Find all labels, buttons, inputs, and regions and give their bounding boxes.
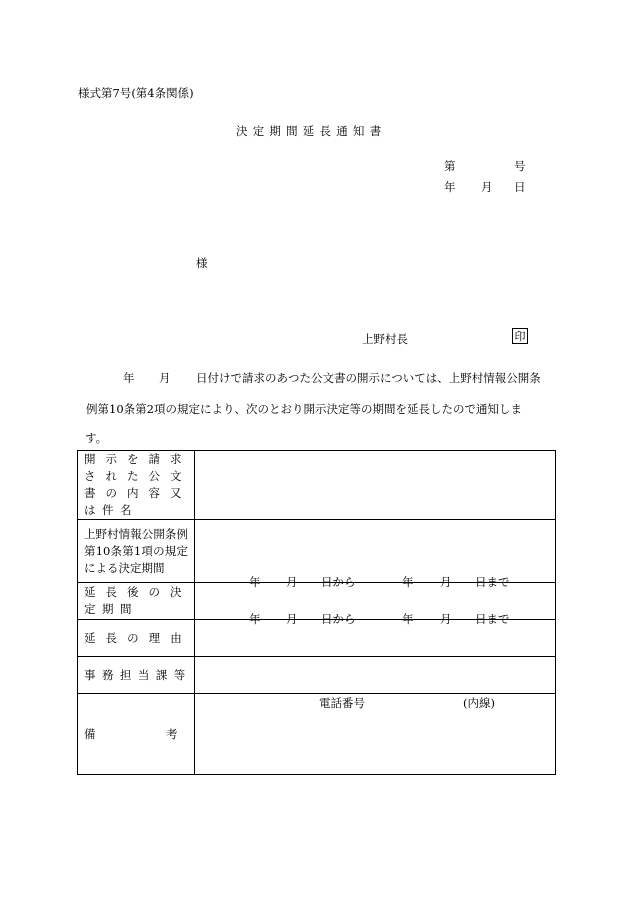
- body-line-1-text: 日付けで請求のあつた公文書の開示については、上野村情報公開条: [196, 371, 541, 385]
- notice-details-table: [77, 450, 556, 775]
- staff-department-label: 事 務 担 当 課 等: [78, 657, 195, 694]
- body-line-2: 例第10条第2項の規定により、次のとおり開示決定等の期間を延長したので通知しま: [86, 402, 522, 416]
- extended-from-day: 日から: [321, 612, 356, 626]
- original-period-label: 上野村情報公開条例第10条第1項の規定による決定期間: [78, 520, 195, 583]
- issue-date-month: 月: [481, 180, 493, 194]
- period-from-month: 月: [286, 575, 298, 589]
- document-title: 決定期間延長通知書: [236, 124, 387, 138]
- table-row-request: [78, 451, 556, 520]
- extended-to-day: 日まで: [475, 612, 510, 626]
- body-line-1: [123, 370, 541, 386]
- body-month: 月: [159, 371, 171, 385]
- extended-to-year: 年: [402, 612, 414, 626]
- table-row-original-period: [78, 520, 556, 583]
- extended-from-year: 年: [249, 612, 261, 626]
- extended-to-month: 月: [440, 612, 452, 626]
- period-to-year: 年: [402, 575, 414, 589]
- extended-from-month: 月: [286, 612, 298, 626]
- period-from-year: 年: [249, 575, 261, 589]
- table-row-staff: [78, 657, 556, 694]
- body-year: 年: [123, 371, 135, 385]
- staff-department-value[interactable]: [195, 657, 556, 710]
- addressee-honorific: 様: [196, 256, 208, 270]
- body-line-3: す。: [85, 431, 108, 445]
- extension-number-label: (内線): [463, 696, 495, 710]
- form-number-label: 様式第7号(第4条関係): [78, 86, 194, 100]
- period-from-day: 日から: [321, 575, 356, 589]
- period-to-day: 日まで: [475, 575, 510, 589]
- issue-date-day: 日: [514, 180, 526, 194]
- extension-reason-label: 延 長 の 理 由: [78, 620, 195, 657]
- document-number-prefix: 第: [444, 159, 456, 173]
- original-period-value[interactable]: [195, 520, 556, 589]
- period-to-month: 月: [440, 575, 452, 589]
- request-subject-value[interactable]: [195, 451, 556, 520]
- sender-name: 上野村長: [362, 332, 408, 346]
- request-subject-label: 開示を請求された公文書の内容又は件名: [78, 451, 195, 520]
- remarks-value[interactable]: [195, 694, 556, 775]
- phone-number-label: 電話番号: [319, 696, 365, 710]
- seal-stamp: 印: [512, 328, 528, 344]
- remarks-label: 備 考: [78, 694, 195, 775]
- extended-period-label: 延長後の決定期間: [78, 583, 195, 620]
- document-number-suffix: 号: [514, 159, 526, 173]
- issue-date-year: 年: [444, 180, 456, 194]
